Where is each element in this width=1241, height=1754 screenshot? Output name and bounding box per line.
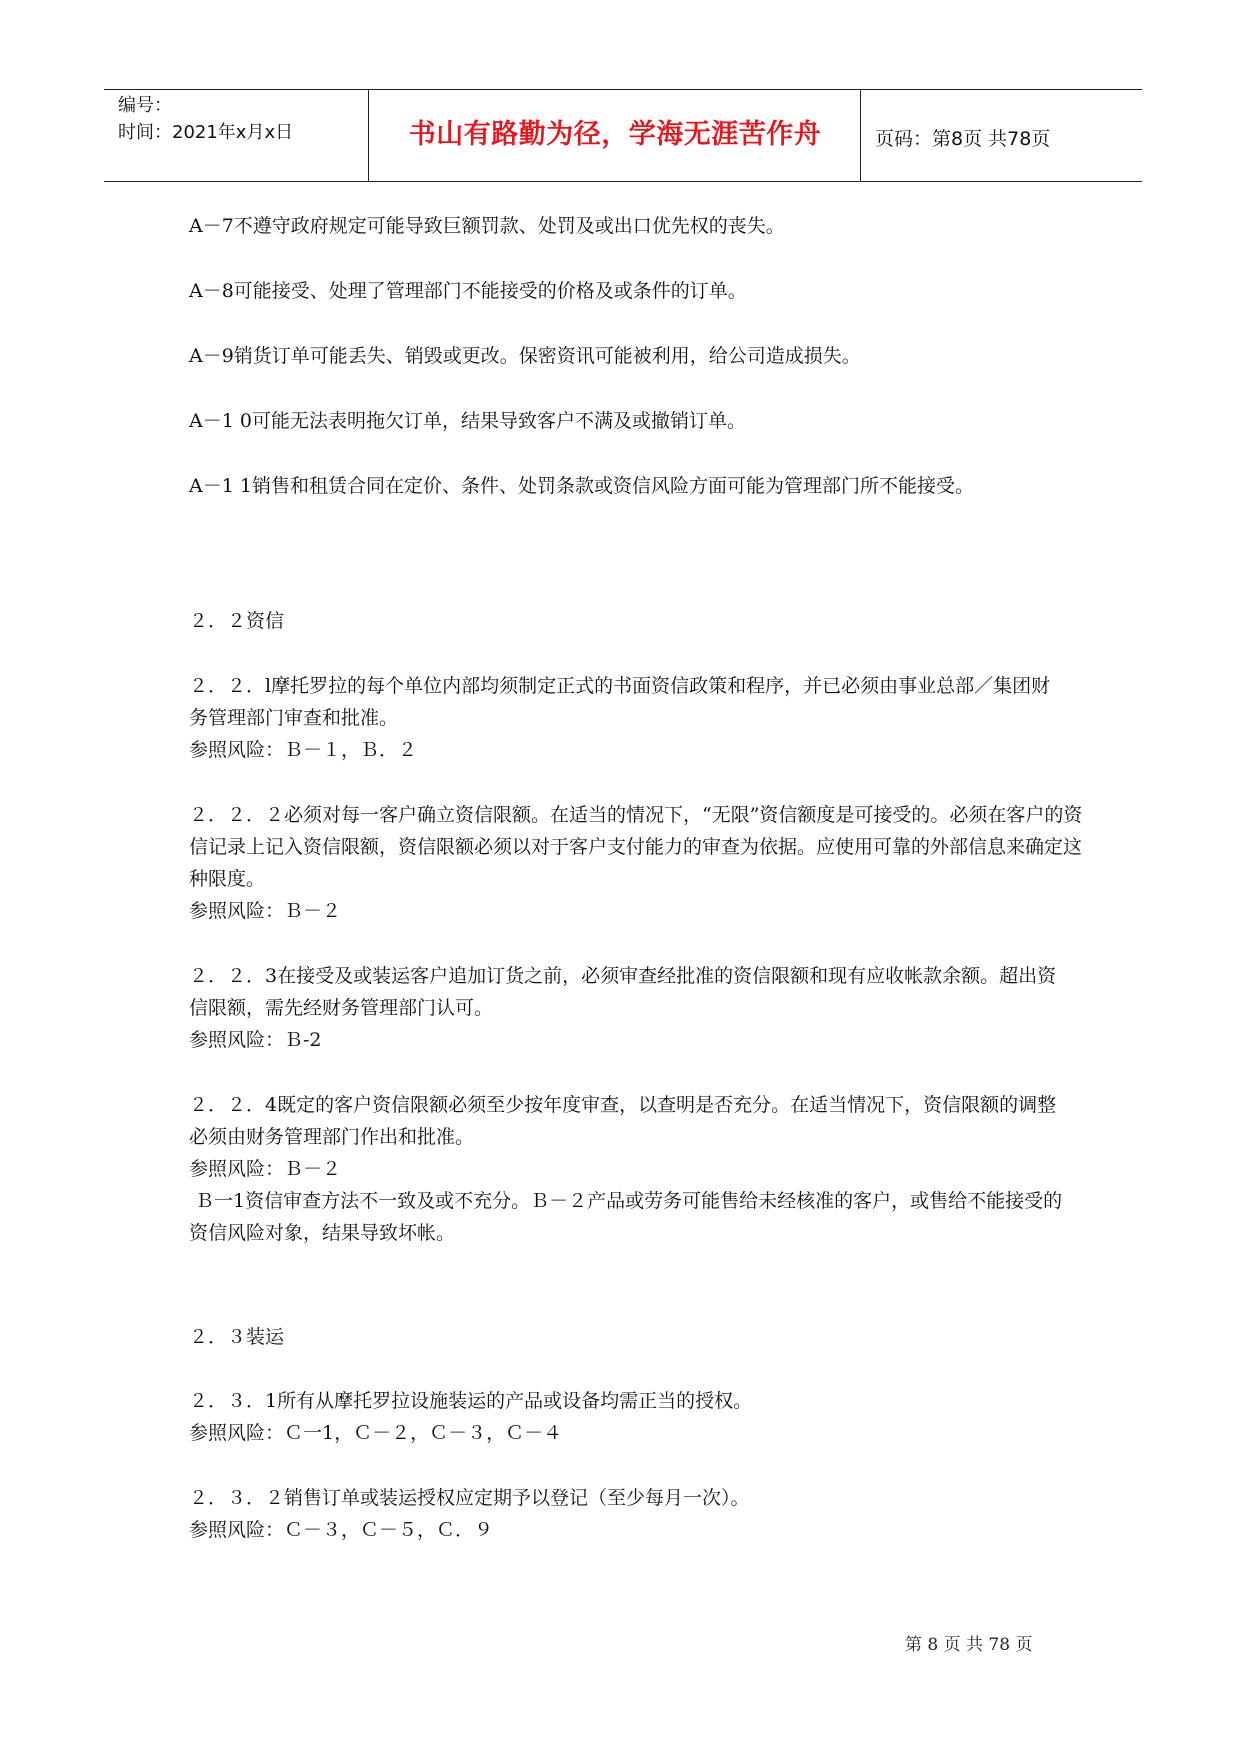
header-divider-right — [860, 89, 861, 181]
number-label: 编号： — [118, 95, 172, 116]
risk-a11: A－1 1销售和租赁合同在定价、条件、处罚条款或资信风险方面可能为管理部门所不能接受。 — [189, 475, 974, 497]
time-label: 时间：2021年x月x日 — [118, 122, 294, 143]
risk-a7: A－7不遵守政府规定可能导致巨额罚款、处罚及或出口优先权的丧失。 — [189, 215, 785, 237]
risk-a10: A－1 0可能无法表明拖欠订单，结果导致客户不满及或撤销订单。 — [189, 410, 746, 432]
risk-a9: A－9销货订单可能丢失、销毁或更改。保密资讯可能被利用，给公司造成损失。 — [189, 345, 861, 367]
section-2-3-heading: ２．３装运 — [189, 1326, 285, 1348]
item-2-3-1: ２．３．1所有从摩托罗拉设施装运的产品或设备均需正当的授权。 — [189, 1390, 753, 1412]
item-2-2-3: ２．２．3在接受及或装运客户追加订货之前，必须审查经批准的资信限额和现有应收帐款余额。超出资信限额，需先经财务管理部门认可。 — [189, 965, 1057, 1019]
item-2-3-2: ２．３．２销售订单或装运授权应定期予以登记（至少每月一次）。 — [189, 1487, 750, 1509]
header-page-label: 页码：第8页 共78页 — [875, 128, 1051, 150]
item-2-2-1: ２．２．l摩托罗拉的每个单位内部均须制定正式的书面资信政策和程序，并已必须由事业总部／集团财务管理部门审查和批准。 — [189, 675, 1051, 729]
header-meta — [118, 92, 293, 146]
header-divider-left — [368, 89, 369, 181]
ref-risk-2-3-2: 参照风险：Ｃ－３，Ｃ－５，Ｃ．９ — [189, 1519, 494, 1541]
item-2-2-4: ２．２．4既定的客户资信限额必须至少按年度审查，以查明是否充分。在适当情况下，资信限额的调整必须由财务管理部门作出和批准。 — [189, 1094, 1057, 1148]
header-top-rule — [104, 89, 1142, 90]
risk-a8: A－8可能接受、处理了管理部门不能接受的价格及或条件的订单。 — [189, 280, 747, 302]
ref-risk-2-2-4: 参照风险：Ｂ－２ — [189, 1158, 342, 1180]
ref-risk-2-2-1: 参照风险：Ｂ－１，Ｂ．２ — [189, 739, 418, 761]
page-footer: 第 8 页 共 78 页 — [905, 1635, 1033, 1655]
ref-risk-2-3-1: 参照风险：Ｃ一1，Ｃ－２，Ｃ－３，Ｃ－４ — [189, 1422, 563, 1444]
item-2-2-2: ２．２．２必须对每一客户确立资信限额。在适当的情况下，“无限”资信额度是可接受的。必须在客户的资信记录上记入资信限额，资信限额必须以对于客户支付能力的审查为依据。应使用可靠的外部信息来确定这种限度。 — [189, 804, 1083, 890]
ref-risk-2-2-2: 参照风险：Ｂ－２ — [189, 900, 342, 922]
header-motto: 书山有路勤为径，学海无涯苦作舟 — [408, 119, 822, 150]
section-2-2-heading: ２．２资信 — [189, 610, 285, 632]
risk-b-description: Ｂ一1资信审查方法不一致及或不充分。Ｂ－２产品或劳务可能售给未经核准的客户，或售给不能接受的资信风险对象，结果导致坏帐。 — [189, 1190, 1063, 1244]
ref-risk-2-2-3: 参照风险：Ｂ-2 — [189, 1029, 322, 1051]
header-bottom-rule — [104, 181, 1142, 182]
